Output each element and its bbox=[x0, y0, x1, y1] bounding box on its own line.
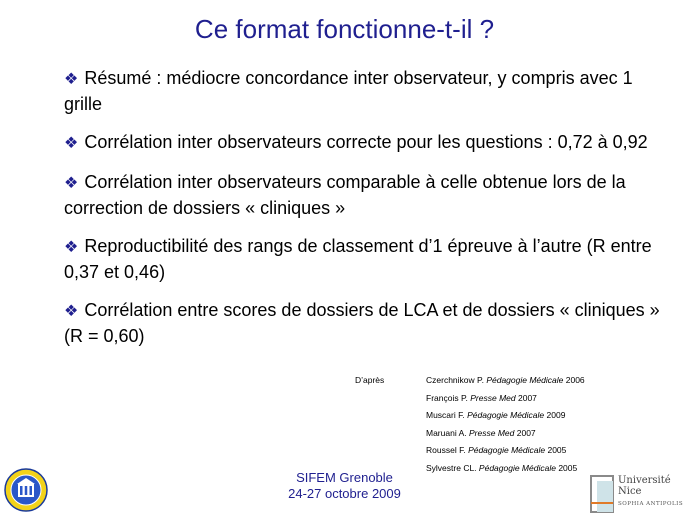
diamond-bullet-icon: ❖ bbox=[64, 71, 79, 88]
slide-title: Ce format fonctionne-t-il ? bbox=[194, 14, 495, 44]
bullet-list bbox=[64, 66, 664, 362]
bullet-text: Résumé : médiocre concordance inter observateur, y compris avec 1 grille bbox=[64, 68, 633, 114]
reference-item: Muscari F. Pédagogie Médicale 2009 bbox=[426, 410, 566, 421]
bullet-text: Corrélation entre scores de dossiers de LCA et de dossiers « cliniques » (R = 0,60) bbox=[64, 300, 660, 346]
reference-list bbox=[426, 372, 686, 478]
faculty-seal-icon bbox=[4, 468, 48, 512]
diamond-bullet-icon: ❖ bbox=[64, 175, 79, 192]
bullet-item bbox=[64, 298, 664, 348]
bullet-item bbox=[64, 170, 664, 220]
diamond-bullet-icon: ❖ bbox=[64, 239, 79, 256]
reference-item: Sylvestre CL. Pédagogie Médicale 2005 bbox=[426, 462, 578, 473]
references-label: D’après bbox=[355, 375, 385, 385]
university-wordmark: Université Nice bbox=[618, 475, 671, 497]
bullet-item bbox=[64, 234, 664, 284]
reference-item: Roussel F. Pédagogie Médicale 2005 bbox=[426, 445, 567, 456]
university-subtitle: SOPHIA ANTIPOLIS bbox=[618, 501, 684, 507]
bullet-item bbox=[64, 130, 664, 156]
university-nice-logo-icon bbox=[588, 473, 686, 515]
footer-line: SIFEM Grenoble bbox=[296, 470, 393, 485]
slide-footer bbox=[0, 470, 689, 502]
bullet-item bbox=[64, 66, 664, 116]
diamond-bullet-icon: ❖ bbox=[64, 135, 79, 152]
footer-line: 24-27 octobre 2009 bbox=[288, 486, 401, 501]
reference-item: François P. Presse Med 2007 bbox=[426, 392, 537, 403]
reference-item: Maruani A. Presse Med 2007 bbox=[426, 427, 536, 438]
bullet-text: Corrélation inter observateurs comparable à celle obtenue lors de la correction de dossiers « cliniques » bbox=[64, 172, 626, 218]
bullet-text: Reproductibilité des rangs de classement d’1 épreuve à l’autre (R entre 0,37 et 0,46) bbox=[64, 236, 652, 282]
diamond-bullet-icon: ❖ bbox=[64, 303, 79, 320]
reference-item: Czerchnikow P. Pédagogie Médicale 2006 bbox=[426, 375, 585, 385]
bullet-text: Corrélation inter observateurs correcte pour les questions : 0,72 à 0,92 bbox=[84, 132, 648, 152]
